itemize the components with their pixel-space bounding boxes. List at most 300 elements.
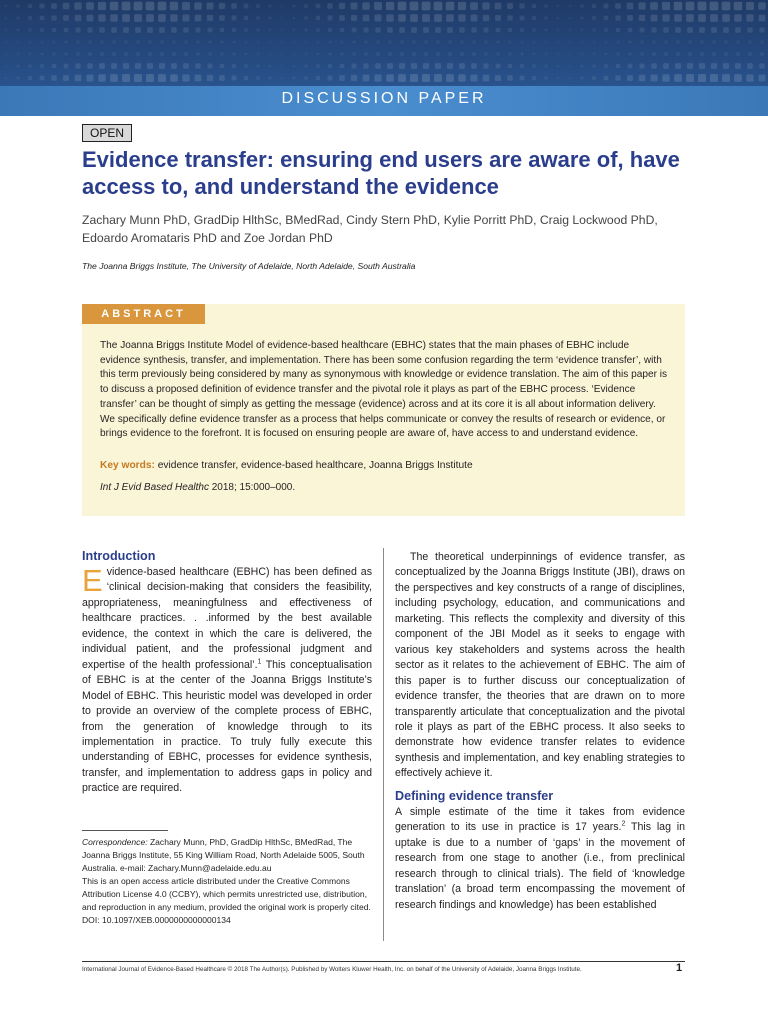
footnote-rule bbox=[82, 830, 168, 831]
banner-dot bbox=[557, 5, 560, 8]
banner-dot bbox=[592, 4, 596, 8]
banner-dot bbox=[532, 64, 535, 67]
banner-dot bbox=[723, 27, 729, 33]
banner-dot bbox=[74, 2, 81, 9]
author-affiliation: The Joanna Briggs Institute, The University of Adelaide, North Adelaide, South Australia bbox=[82, 261, 416, 271]
keywords-text: evidence transfer, evidence-based healthcare, Joanna Briggs Institute bbox=[157, 460, 473, 471]
banner-dot bbox=[436, 52, 440, 56]
banner-dot bbox=[700, 52, 704, 56]
banner-dot bbox=[723, 63, 729, 69]
banner-dot bbox=[135, 63, 141, 69]
banner-dot bbox=[581, 53, 583, 55]
banner-dot bbox=[363, 75, 370, 82]
banner-dot bbox=[316, 4, 321, 9]
banner-dot bbox=[317, 53, 320, 56]
banner-dot bbox=[557, 17, 559, 19]
banner-dot bbox=[482, 2, 489, 9]
banner-dot bbox=[446, 14, 454, 22]
banner-dot bbox=[627, 15, 633, 21]
banner-dot bbox=[458, 14, 465, 21]
banner-dot bbox=[387, 27, 393, 33]
banner-dot bbox=[53, 41, 56, 44]
banner-dot bbox=[436, 40, 439, 43]
banner-dot bbox=[208, 64, 213, 69]
banner-dot bbox=[182, 2, 190, 10]
banner-dot bbox=[293, 53, 295, 55]
banner-dot bbox=[411, 27, 417, 33]
banner-dot bbox=[736, 52, 739, 55]
banner-dot bbox=[256, 4, 260, 8]
banner-dot bbox=[422, 74, 430, 82]
banner-dot bbox=[5, 41, 7, 43]
banner-dot bbox=[748, 52, 751, 55]
banner-dot bbox=[256, 16, 260, 20]
banner-dot bbox=[412, 52, 416, 56]
banner-dot bbox=[470, 74, 477, 81]
banner-dot bbox=[532, 4, 536, 8]
banner-dot bbox=[458, 2, 466, 10]
article-title: Evidence transfer: ensuring end users are aware of, have access to, and understand the evidence bbox=[82, 147, 680, 199]
banner-dot bbox=[434, 74, 442, 82]
banner-dot bbox=[557, 29, 559, 31]
banner-dot bbox=[471, 63, 477, 69]
banner-dot bbox=[662, 2, 670, 10]
banner-dot bbox=[208, 52, 211, 55]
banner-dot bbox=[244, 4, 249, 9]
banner-dot bbox=[495, 15, 501, 21]
keywords-label: Key words: bbox=[100, 460, 155, 471]
banner-dot bbox=[400, 40, 403, 43]
banner-dot bbox=[686, 2, 695, 11]
banner-dot bbox=[208, 28, 213, 33]
banner-dot bbox=[159, 63, 165, 69]
article-type-label: DISCUSSION PAPER bbox=[281, 90, 487, 107]
banner-dot bbox=[75, 63, 80, 68]
banner-dot bbox=[617, 41, 620, 44]
banner-dot bbox=[328, 64, 332, 68]
banner-dot bbox=[158, 2, 167, 11]
banner-dot bbox=[341, 53, 344, 56]
banner-dot bbox=[353, 41, 356, 44]
banner-dot bbox=[64, 28, 69, 33]
banner-dot bbox=[520, 28, 524, 32]
banner-dot bbox=[365, 41, 368, 44]
banner-dot bbox=[269, 53, 271, 55]
banner-dot bbox=[434, 14, 442, 22]
banner-dot bbox=[664, 52, 667, 55]
banner-dot bbox=[398, 14, 406, 22]
banner-dot bbox=[245, 41, 247, 43]
banner-dot bbox=[256, 28, 259, 31]
banner-dot bbox=[662, 14, 669, 21]
banner-dot bbox=[747, 63, 753, 69]
banner-dot bbox=[122, 74, 130, 82]
left-column bbox=[82, 548, 372, 797]
banner-dot bbox=[628, 64, 633, 69]
banner-dot bbox=[710, 74, 718, 82]
banner-dot bbox=[747, 27, 752, 32]
banner-dot bbox=[687, 63, 693, 69]
banner-dot bbox=[388, 40, 391, 43]
banner-dot bbox=[617, 53, 620, 56]
banner-dot bbox=[269, 65, 272, 68]
banner-dot bbox=[593, 53, 595, 55]
banner-dot bbox=[281, 77, 283, 79]
banner-dot bbox=[485, 41, 488, 44]
banner-dot-pattern bbox=[0, 0, 768, 86]
banner-dot bbox=[386, 74, 394, 82]
banner-dot bbox=[593, 41, 595, 43]
banner-dot bbox=[712, 52, 716, 56]
banner-dot bbox=[146, 14, 154, 22]
banner-dot bbox=[471, 15, 478, 22]
banner-dot bbox=[761, 41, 764, 44]
banner-dot bbox=[375, 63, 381, 69]
banner-dot bbox=[616, 64, 620, 68]
banner-dot bbox=[171, 63, 177, 69]
banner-dot bbox=[88, 52, 91, 55]
banner-dot bbox=[483, 15, 489, 21]
banner-dot bbox=[544, 76, 547, 79]
banner-dot bbox=[5, 77, 7, 79]
banner-dot bbox=[651, 27, 656, 32]
banner-dot bbox=[196, 52, 199, 55]
banner-dot bbox=[281, 17, 283, 19]
banner-dot bbox=[722, 74, 730, 82]
banner-dot bbox=[135, 27, 141, 33]
banner-dot bbox=[159, 27, 165, 33]
banner-dot bbox=[604, 64, 608, 68]
introduction-heading: Introduction bbox=[82, 549, 156, 563]
banner-dot bbox=[63, 3, 70, 10]
banner-dot bbox=[520, 16, 525, 21]
banner-dot bbox=[748, 40, 751, 43]
banner-dot bbox=[580, 16, 583, 19]
banner-dot bbox=[40, 76, 45, 81]
banner-dot bbox=[746, 74, 753, 81]
banner-dot bbox=[422, 2, 431, 11]
banner-dot bbox=[123, 27, 129, 33]
banner-dot bbox=[736, 40, 739, 43]
banner-dot bbox=[134, 14, 142, 22]
banner-dot bbox=[52, 28, 56, 32]
banner-dot bbox=[699, 63, 705, 69]
banner-dot bbox=[122, 2, 131, 11]
defining-paragraph bbox=[395, 805, 685, 913]
banner-dot bbox=[146, 74, 154, 82]
banner-dot bbox=[171, 27, 177, 33]
banner-dot bbox=[28, 28, 31, 31]
banner-dot bbox=[111, 63, 117, 69]
banner-dot bbox=[545, 65, 548, 68]
banner-dot bbox=[245, 53, 248, 56]
banner-dot bbox=[134, 74, 142, 82]
banner-dot bbox=[724, 52, 728, 56]
banner-dot bbox=[483, 63, 488, 68]
banner-dot bbox=[328, 28, 332, 32]
banner-dot bbox=[172, 52, 175, 55]
banner-dot bbox=[533, 41, 535, 43]
banner-dot bbox=[604, 16, 609, 21]
theory-paragraph: The theoretical underpinnings of evidence transfer, as conceptualized by the Joanna Briggs Institute (JBI), draws on the perspectives and key constructs of a range of disciplines, including psychology, education, and communications and marketing. This reflects the complexity and diversity of this component of the JBI Model as it seeks to engage with various key stakeholders and systems across the health sector as it relates to the achievement of EBHC. The aim of this paper is to further discuss our conceptualization of evidence transfer, the theories that are drawn on to more transparently articulate that conceptualization and the pivotal role it plays as part of the EBHC process. It also seeks to demonstrate how evidence transfer relates to evidence synthesis and implementation, and key enabling strategies to effectively achieve it. bbox=[395, 551, 685, 780]
banner-dot bbox=[28, 64, 31, 67]
open-access-badge: OPEN bbox=[82, 124, 132, 142]
banner-dot bbox=[148, 52, 152, 56]
banner-dot bbox=[293, 77, 296, 80]
banner-dot bbox=[495, 75, 501, 81]
banner-dot bbox=[639, 15, 645, 21]
banner-dot bbox=[496, 52, 499, 55]
banner-dot bbox=[460, 40, 463, 43]
abstract-heading: ABSTRACT bbox=[82, 304, 205, 324]
banner-dot bbox=[545, 41, 547, 43]
banner-dot bbox=[233, 41, 236, 44]
banner-dot bbox=[386, 2, 394, 10]
banner-dot bbox=[5, 17, 7, 19]
banner-dot bbox=[364, 52, 367, 55]
banner-dot bbox=[569, 29, 571, 31]
banner-dot bbox=[195, 15, 202, 22]
banner-dot bbox=[5, 5, 7, 7]
banner-dot bbox=[569, 65, 571, 67]
banner-dot bbox=[604, 28, 608, 32]
banner-dot bbox=[446, 74, 454, 82]
banner-dot bbox=[545, 29, 548, 32]
banner-dot bbox=[569, 41, 571, 43]
banner-dot bbox=[484, 28, 489, 33]
banner-dot bbox=[545, 53, 547, 55]
banner-dot bbox=[184, 52, 187, 55]
banner-dot bbox=[136, 40, 139, 43]
banner-dot bbox=[17, 65, 20, 68]
banner-dot bbox=[269, 5, 272, 8]
banner-dot bbox=[412, 40, 415, 43]
license-text: This is an open access article distributed under the Creative Commons Attribution License 4.0 (CCBY), which permits unrestricted use, distribution, and reproduction in any medium, provided the original work is properly cited. bbox=[82, 876, 371, 912]
banner-dot bbox=[293, 17, 296, 20]
banner-dot bbox=[257, 41, 259, 43]
banner-dot bbox=[5, 53, 7, 55]
banner-dot bbox=[700, 40, 703, 43]
banner-dot bbox=[207, 15, 213, 21]
banner-dot bbox=[759, 63, 764, 68]
banner-dot bbox=[434, 2, 443, 11]
banner-dot bbox=[233, 53, 236, 56]
banner-dot bbox=[75, 15, 81, 21]
defining-text-a: A simple estimate of the time it takes from evidence generation to its use in practice is 17 years. bbox=[395, 805, 685, 834]
banner-dot bbox=[497, 41, 500, 44]
banner-dot bbox=[76, 28, 81, 33]
banner-dot bbox=[698, 74, 706, 82]
banner-dot bbox=[638, 2, 645, 9]
banner-dot bbox=[674, 14, 681, 21]
banner-dot bbox=[195, 63, 200, 68]
banner-dot bbox=[40, 28, 44, 32]
banner-dot bbox=[509, 53, 512, 56]
banner-dot bbox=[100, 40, 103, 43]
banner-dot bbox=[557, 53, 559, 55]
banner-dot bbox=[305, 41, 307, 43]
banner-dot bbox=[627, 3, 634, 10]
banner-dot bbox=[711, 63, 717, 69]
banner-dot bbox=[735, 63, 741, 69]
banner-dot bbox=[316, 28, 319, 31]
banner-dot bbox=[317, 41, 319, 43]
banner-dot bbox=[134, 2, 143, 11]
banner-dot bbox=[39, 3, 44, 8]
banner-dot bbox=[710, 2, 719, 11]
banner-dot bbox=[639, 63, 644, 68]
banner-dot bbox=[628, 28, 632, 32]
introduction-paragraph bbox=[82, 565, 372, 797]
banner-dot bbox=[293, 65, 296, 68]
banner-dot bbox=[340, 28, 344, 32]
banner-dot bbox=[557, 77, 559, 79]
banner-dot bbox=[676, 40, 679, 43]
banner-dot bbox=[304, 64, 307, 67]
banner-dot bbox=[734, 74, 742, 82]
banner-dot bbox=[374, 14, 381, 21]
banner-dot bbox=[124, 52, 128, 56]
banner-dot bbox=[569, 77, 571, 79]
banner-dot bbox=[293, 29, 295, 31]
banner-dot bbox=[472, 40, 475, 43]
banner-dot bbox=[53, 53, 56, 56]
banner-dot bbox=[281, 29, 283, 31]
banner-dot bbox=[722, 14, 730, 22]
banner-dot bbox=[615, 15, 620, 20]
banner-dot bbox=[459, 63, 465, 69]
banner-dot bbox=[676, 52, 680, 56]
banner-dot bbox=[411, 63, 417, 69]
banner-dot bbox=[244, 64, 248, 68]
banner-dot bbox=[244, 28, 248, 32]
banner-dot bbox=[194, 2, 202, 10]
banner-dot bbox=[508, 64, 512, 68]
banner-dot bbox=[557, 41, 559, 43]
banner-dot bbox=[40, 64, 44, 68]
banner-dot bbox=[293, 41, 295, 43]
footer-rule bbox=[82, 961, 685, 962]
banner-dot bbox=[87, 15, 94, 22]
banner-dot bbox=[75, 75, 82, 82]
banner-dot bbox=[652, 52, 655, 55]
banner-dot bbox=[281, 41, 283, 43]
banner-dot bbox=[581, 65, 584, 68]
banner-dot bbox=[63, 75, 69, 81]
banner-dot bbox=[17, 29, 20, 32]
banner-dot bbox=[746, 14, 753, 21]
banner-dot bbox=[399, 27, 405, 33]
banner-dot bbox=[615, 75, 620, 80]
banner-dot bbox=[507, 3, 513, 9]
banner-dot bbox=[99, 27, 104, 32]
banner-dot bbox=[281, 53, 283, 55]
banner-dot bbox=[17, 41, 19, 43]
banner-dot bbox=[398, 2, 407, 11]
banner-dot bbox=[581, 29, 584, 32]
banner-dot bbox=[352, 52, 355, 55]
banner-dot bbox=[410, 2, 419, 11]
banner-dot bbox=[663, 63, 669, 69]
banner-dot bbox=[759, 27, 764, 32]
doi-link[interactable]: DOI: 10.1097/XEB.0000000000000134 bbox=[82, 915, 231, 925]
banner-dot bbox=[580, 4, 583, 7]
banner-dot bbox=[387, 63, 393, 69]
banner-dot bbox=[712, 40, 715, 43]
banner-dot bbox=[195, 75, 202, 82]
banner-dot bbox=[256, 76, 260, 80]
banner-dot bbox=[5, 65, 7, 67]
banner-dot bbox=[674, 2, 683, 11]
banner-dot bbox=[329, 53, 332, 56]
banner-dot bbox=[184, 40, 187, 43]
banner-dot bbox=[592, 16, 596, 20]
banner-dot bbox=[628, 52, 631, 55]
banner-dot bbox=[160, 52, 164, 56]
banner-dot bbox=[170, 74, 178, 82]
banner-dot bbox=[651, 75, 658, 82]
banner-dot bbox=[496, 28, 501, 33]
banner-dot bbox=[651, 15, 658, 22]
banner-dot bbox=[400, 52, 404, 56]
banner-dot bbox=[207, 75, 213, 81]
reference-1-link[interactable]: 1 bbox=[257, 658, 262, 666]
citation-details: 2018; 15:000–000. bbox=[208, 482, 296, 493]
banner-dot bbox=[158, 74, 166, 82]
banner-dot bbox=[136, 52, 140, 56]
banner-dot bbox=[734, 14, 741, 21]
banner-dot bbox=[495, 3, 502, 10]
banner-dot bbox=[99, 63, 105, 69]
banner-dot bbox=[544, 16, 547, 19]
banner-dot bbox=[256, 64, 259, 67]
banner-dot bbox=[98, 14, 105, 21]
banner-dot bbox=[351, 15, 357, 21]
banner-dot bbox=[64, 64, 69, 69]
banner-dot bbox=[664, 40, 667, 43]
banner-dot bbox=[232, 16, 237, 21]
banner-dot bbox=[362, 2, 369, 9]
banner-dot bbox=[329, 41, 332, 44]
banner-dot bbox=[363, 27, 368, 32]
banner-dot bbox=[17, 53, 19, 55]
banner-dot bbox=[458, 74, 465, 81]
banner-dot bbox=[122, 14, 130, 22]
banner-dot bbox=[110, 2, 119, 11]
banner-dot bbox=[521, 41, 524, 44]
drop-cap: E bbox=[82, 563, 103, 598]
banner-dot bbox=[569, 53, 571, 55]
banner-dot bbox=[605, 53, 608, 56]
banner-dot bbox=[231, 3, 237, 9]
banner-dot bbox=[221, 41, 224, 44]
banner-dot bbox=[569, 17, 571, 19]
banner-dot bbox=[182, 74, 189, 81]
banner-dot bbox=[435, 63, 441, 69]
banner-dot bbox=[112, 40, 115, 43]
banner-dot bbox=[76, 52, 79, 55]
banner-dot bbox=[29, 53, 32, 56]
banner-dot bbox=[592, 28, 595, 31]
banner-dot bbox=[604, 76, 609, 81]
banner-dot bbox=[29, 41, 31, 43]
reference-2-link[interactable]: 2 bbox=[621, 820, 626, 828]
banner-dot bbox=[722, 2, 731, 11]
author-list: Zachary Munn PhD, GradDip HlthSc, BMedRad, Cindy Stern PhD, Kylie Porritt PhD, Craig Lockwood PhD, Edoardo Aromataris PhD and Zoe Jordan PhD bbox=[82, 213, 658, 245]
banner-dot bbox=[219, 15, 225, 21]
keywords-line bbox=[100, 460, 668, 471]
banner-dot bbox=[376, 52, 379, 55]
